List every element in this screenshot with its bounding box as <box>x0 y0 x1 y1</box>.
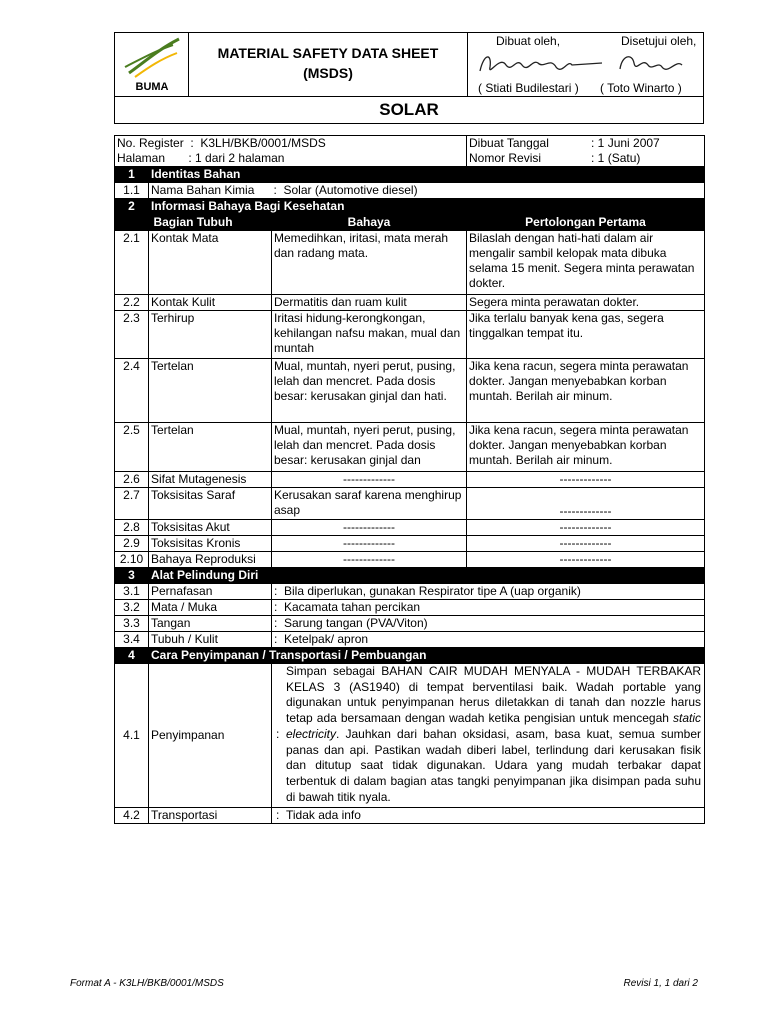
colon: : <box>276 808 280 822</box>
row-number: 2.6 <box>115 472 149 488</box>
row-label: Pernafasan <box>149 584 272 600</box>
product-name: SOLAR <box>114 96 704 124</box>
row-hazard: Mual, muntah, nyeri perut, pusing, lelah dan mencret. Pada dosis besar: kerusakan ginjal dan <box>272 423 467 472</box>
row-number: 1.1 <box>115 183 149 199</box>
row-body-part: Toksisitas Akut <box>149 520 272 536</box>
row-label: Tubuh / Kulit <box>149 632 272 648</box>
row-hazard: ------------- <box>272 552 467 568</box>
row-value: : Solar (Automotive diesel) <box>272 183 705 199</box>
section-number: 2 <box>115 199 149 215</box>
document-title <box>189 33 468 97</box>
row-body-part: Tertelan <box>149 423 272 472</box>
row-value: Tidak ada info <box>286 808 361 822</box>
row-number: 2.4 <box>115 359 149 423</box>
revision-label: Nomor Revisi <box>469 151 542 165</box>
row-first-aid: Jika terlalu banyak kena gas, segera tinggalkan tempat itu. <box>467 311 705 359</box>
storage-text-part-2: . Jauhkan dari bahan oksidasi, asam, basa kuat, semua sumber panas dan api. Pastikan wadah diberi label, terlindung dari kerusakan fisik dan ditutup saat tidak digunakan. Udara yang mudah terbakar dapat terbentuk di dalam bagian atas tangki penyimpanan jika disimpan pada suhu di bawah titik nyala. <box>286 726 702 804</box>
row-number: 2.9 <box>115 536 149 552</box>
storage-instructions <box>286 664 701 805</box>
made-by-label: Dibuat oleh, <box>496 34 561 48</box>
section-4-header <box>115 648 705 664</box>
row-body-part: Tertelan <box>149 359 272 423</box>
row-hazard: ------------- <box>272 520 467 536</box>
table-row <box>115 423 705 472</box>
table-row <box>115 632 705 648</box>
table-row <box>115 183 705 199</box>
revision-value: : 1 (Satu) <box>591 151 641 165</box>
row-first-aid: Jika kena racun, segera minta perawatan dokter. Jangan menyebabkan korban muntah. Berilah air minum. <box>467 359 705 423</box>
document-header <box>114 32 704 96</box>
row-hazard: Mual, muntah, nyeri perut, pusing, lelah dan mencret. Pada dosis besar: kerusakan ginjal dan hati. <box>272 359 467 423</box>
company-name: BUMA <box>135 81 169 93</box>
row-body-part: Kontak Kulit <box>149 295 272 311</box>
row-number: 2.7 <box>115 488 149 520</box>
row-number: 3.4 <box>115 632 149 648</box>
section-number: 3 <box>115 568 149 584</box>
row-number: 2.5 <box>115 423 149 472</box>
section-number: 1 <box>115 167 149 183</box>
table-row <box>115 664 705 808</box>
table-row <box>115 311 705 359</box>
approved-by-name: ( Toto Winarto ) <box>600 81 682 95</box>
row-body-part: Sifat Mutagenesis <box>149 472 272 488</box>
footer-format-code: Format A - K3LH/BKB/0001/MSDS <box>70 978 224 989</box>
row-first-aid: ------------- <box>467 472 705 488</box>
row-value: : Bila diperlukan, gunakan Respirator tipe A (uap organik) <box>272 584 705 600</box>
table-row <box>115 295 705 311</box>
table-row <box>115 472 705 488</box>
row-first-aid: ------------- <box>467 520 705 536</box>
column-header-row <box>115 215 705 231</box>
footer-revision: Revisi 1, 1 dari 2 <box>623 978 698 989</box>
section-2-header <box>115 199 705 215</box>
row-label: Nama Bahan Kimia <box>149 183 272 199</box>
row-label: Mata / Muka <box>149 600 272 616</box>
title-line-1: MATERIAL SAFETY DATA SHEET <box>217 45 439 61</box>
section-number: 4 <box>115 648 149 664</box>
row-label: Tangan <box>149 616 272 632</box>
row-body-part: Toksisitas Saraf <box>149 488 272 520</box>
storage-text-emphasis: static electricity <box>286 711 702 741</box>
row-number: 4.2 <box>115 808 149 824</box>
signature-block <box>468 33 704 97</box>
row-hazard: ------------- <box>272 472 467 488</box>
row-value: : Sarung tangan (PVA/Viton) <box>272 616 705 632</box>
row-number: 2.2 <box>115 295 149 311</box>
handwritten-signatures <box>472 47 702 81</box>
section-title: Cara Penyimpanan / Transportasi / Pembuangan <box>149 648 705 664</box>
made-by-name: ( Stiati Budilestari ) <box>478 81 579 95</box>
section-title: Identitas Bahan <box>149 167 705 183</box>
row-body-part: Bahaya Reproduksi <box>149 552 272 568</box>
table-row <box>115 231 705 295</box>
row-first-aid: ------------- <box>467 536 705 552</box>
row-number: 3.2 <box>115 600 149 616</box>
msds-table <box>114 135 704 824</box>
storage-text-part-1: Simpan sebagai BAHAN CAIR MUDAH MENYALA - MUDAH TERBAKAR KELAS 3 (AS1940) di tempat berventilasi baik. Wadah portable yang digunakan untuk penyimpanan herus diletakkan di tanah dan nozzle harus tetap ada bersamaan dengan wadah ketika pengisian untuk mencegah <box>286 664 702 726</box>
column-header-body-part: Bagian Tubuh <box>115 215 272 231</box>
row-body-part: Terhirup <box>149 311 272 359</box>
approved-by-label: Disetujui oleh, <box>621 34 697 48</box>
meta-row <box>115 136 705 167</box>
buma-logo-icon <box>115 33 189 81</box>
row-number: 2.3 <box>115 311 149 359</box>
table-row <box>115 488 705 520</box>
colon: : <box>276 727 280 742</box>
row-number: 2.1 <box>115 231 149 295</box>
row-number: 2.10 <box>115 552 149 568</box>
row-hazard: ------------- <box>272 536 467 552</box>
table-row <box>115 520 705 536</box>
row-first-aid: Bilaslah dengan hati-hati dalam air mengalir sambil kelopak mata dibuka selama 15 menit. Segera minta perawatan dokter. <box>467 231 705 295</box>
company-logo <box>115 33 189 97</box>
table-row <box>115 808 705 824</box>
row-number: 3.1 <box>115 584 149 600</box>
row-first-aid: Jika kena racun, segera minta perawatan dokter. Jangan menyebabkan korban muntah. Berilah air minum. <box>467 423 705 472</box>
row-hazard: Dermatitis dan ruam kulit <box>272 295 467 311</box>
section-1-header <box>115 167 705 183</box>
row-first-aid: ------------- <box>467 488 705 520</box>
row-first-aid: ------------- <box>467 552 705 568</box>
row-hazard: Iritasi hidung-kerongkongan, kehilangan nafsu makan, mual dan muntah <box>272 311 467 359</box>
row-hazard: Kerusakan saraf karena menghirup asap <box>272 488 467 520</box>
row-number: 2.8 <box>115 520 149 536</box>
row-value: : Ketelpak/ apron <box>272 632 705 648</box>
row-value: : Kacamata tahan percikan <box>272 600 705 616</box>
table-row <box>115 600 705 616</box>
table-row <box>115 536 705 552</box>
column-header-hazard: Bahaya <box>272 215 467 231</box>
table-row <box>115 616 705 632</box>
column-header-first-aid: Pertolongan Pertama <box>467 215 705 231</box>
section-title: Informasi Bahaya Bagi Kesehatan <box>149 199 705 215</box>
register-number: No. Register : K3LH/BKB/0001/MSDS <box>117 136 326 150</box>
table-row <box>115 584 705 600</box>
row-first-aid: Segera minta perawatan dokter. <box>467 295 705 311</box>
row-body-part: Kontak Mata <box>149 231 272 295</box>
row-number: 4.1 <box>115 664 149 808</box>
title-line-2: (MSDS) <box>303 65 353 81</box>
row-number: 3.3 <box>115 616 149 632</box>
row-hazard: Memedihkan, iritasi, mata merah dan radang mata. <box>272 231 467 295</box>
row-label: Penyimpanan <box>149 664 272 808</box>
section-3-header <box>115 568 705 584</box>
date-value: : 1 Juni 2007 <box>591 136 660 150</box>
row-label: Transportasi <box>149 808 272 824</box>
date-label: Dibuat Tanggal <box>469 136 549 150</box>
table-row <box>115 552 705 568</box>
page-info: Halaman : 1 dari 2 halaman <box>117 151 285 165</box>
row-body-part: Toksisitas Kronis <box>149 536 272 552</box>
section-title: Alat Pelindung Diri <box>149 568 705 584</box>
table-row <box>115 359 705 423</box>
